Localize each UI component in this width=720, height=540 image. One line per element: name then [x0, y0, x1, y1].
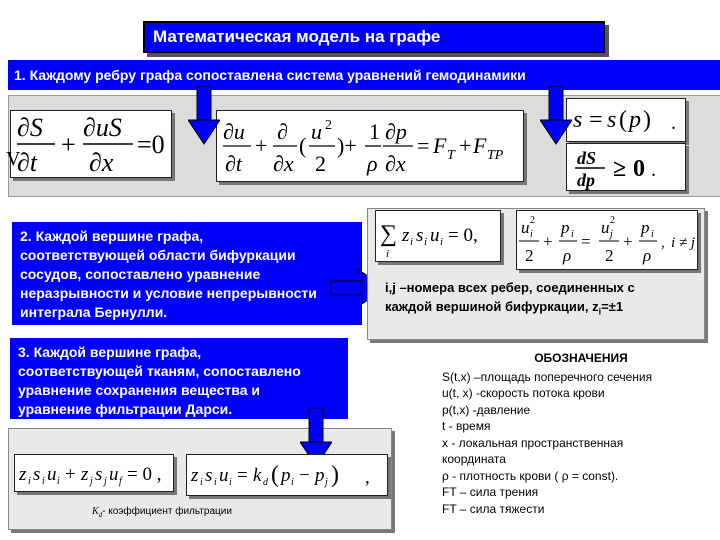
svg-text:=: =	[417, 133, 430, 158]
svg-text:p: p	[641, 218, 650, 237]
state-equation	[566, 98, 686, 142]
svg-text:+: +	[255, 133, 268, 158]
legend-line: FT – сила тяжести	[442, 501, 545, 516]
svg-text:i: i	[424, 236, 428, 248]
svg-text:s: s	[33, 464, 41, 485]
svg-text:j: j	[325, 477, 328, 488]
svg-text:.: .	[671, 112, 676, 134]
svg-text:u: u	[109, 464, 119, 485]
svg-text:dp: dp	[577, 170, 595, 190]
svg-text:,: ,	[365, 467, 370, 488]
svg-text:.: .	[651, 159, 656, 181]
svg-text:j: j	[610, 229, 613, 240]
svg-text:∂x: ∂x	[385, 151, 406, 176]
svg-text:+: +	[543, 232, 553, 251]
arrow-down-icon	[188, 86, 220, 146]
svg-text:2: 2	[525, 246, 534, 265]
svg-text:= 0,: = 0,	[448, 225, 478, 246]
svg-text:): )	[643, 107, 651, 133]
derivative-condition	[566, 143, 686, 191]
svg-text:=: =	[589, 107, 603, 133]
darcy-equation	[186, 454, 388, 496]
svg-text:u: u	[311, 119, 322, 144]
stray-glyph-v: V	[6, 148, 21, 170]
svg-text:∂u: ∂u	[223, 119, 245, 144]
svg-text:f: f	[119, 476, 122, 487]
svg-text:=: =	[581, 232, 591, 251]
svg-text:∂: ∂	[277, 119, 288, 144]
legend-line: p(t,x) -давление	[442, 402, 531, 417]
legend-line: x - локальная пространственная	[442, 435, 624, 450]
svg-text:u: u	[521, 218, 530, 237]
section3-text-box	[10, 338, 348, 419]
section3-line: соответствующей тканям, сопоставлено	[18, 363, 301, 379]
svg-text:∂uS: ∂uS	[83, 113, 122, 142]
svg-text:−: −	[299, 465, 310, 486]
svg-text:i: i	[42, 476, 45, 487]
svg-text:i: i	[651, 229, 654, 240]
svg-text:z: z	[191, 465, 199, 486]
svg-text:u: u	[47, 464, 57, 485]
kd-caption-text: - коэффициент фильтрации	[102, 506, 232, 517]
svg-text:2: 2	[610, 215, 615, 226]
svg-text:∑: ∑	[380, 221, 398, 247]
svg-text:∂p: ∂p	[385, 119, 407, 144]
svg-text:)+: )+	[337, 133, 357, 158]
svg-text:+: +	[459, 133, 472, 158]
svg-text:d: d	[263, 477, 268, 488]
svg-text:i ≠ j: i ≠ j	[671, 235, 696, 251]
svg-text:j: j	[104, 476, 107, 487]
svg-text:s: s	[573, 107, 583, 133]
svg-text:∂t: ∂t	[17, 148, 38, 177]
flow-balance-equation	[375, 210, 501, 262]
svg-text:j: j	[90, 476, 93, 487]
svg-text:dS: dS	[577, 148, 597, 168]
svg-text:z: z	[402, 225, 410, 246]
section3-line: уравнение фильтрации Дарси.	[18, 401, 233, 417]
svg-text:+: +	[61, 130, 76, 159]
mass-conservation-equation	[14, 454, 174, 492]
svg-text:2: 2	[325, 118, 332, 133]
vertex-note: i,j –номера всех ребер, соединенных с каждой вершиной бифуркации, $z_i=\pm 1$	[385, 278, 703, 322]
svg-text:+: +	[623, 232, 633, 251]
svg-text:s: s	[205, 465, 213, 486]
legend-line: t - время	[442, 419, 491, 433]
section2-line: неразрывности и условие непрерывности	[20, 285, 317, 301]
svg-text:p: p	[629, 107, 641, 133]
section1-banner	[8, 60, 720, 90]
svg-text:i: i	[530, 229, 533, 240]
svg-text:T: T	[447, 148, 455, 163]
svg-text:2: 2	[605, 246, 614, 265]
svg-text:=0: =0	[137, 130, 165, 159]
legend-panel	[442, 350, 720, 540]
svg-text:1: 1	[369, 119, 380, 144]
svg-text:i: i	[200, 477, 203, 488]
svg-text:(: (	[299, 133, 307, 158]
svg-text:z: z	[81, 464, 89, 485]
legend-line: FT – сила трения	[442, 485, 539, 499]
svg-text:s: s	[607, 107, 617, 133]
svg-text:ρ: ρ	[563, 246, 572, 265]
section3-line: 3. Каждой вершине графа,	[18, 344, 202, 360]
vertex-note-line: i,j –номера всех ребер, соединенных с	[385, 280, 635, 295]
svg-text:F: F	[433, 133, 447, 158]
arrow-down-icon	[540, 86, 572, 146]
svg-text:i: i	[214, 477, 217, 488]
svg-text:s: s	[416, 225, 424, 246]
svg-text:=: =	[237, 465, 248, 486]
svg-text:u: u	[219, 465, 229, 486]
svg-text:s: s	[95, 464, 103, 485]
svg-text:,: ,	[661, 235, 665, 251]
svg-text:u: u	[430, 225, 440, 246]
svg-text:u: u	[601, 218, 610, 237]
svg-text:p: p	[315, 465, 325, 486]
title-text: Математическая модель на графе	[153, 27, 441, 46]
svg-text:): )	[331, 462, 339, 488]
legend-line: u(t, x) -скорость потока крови	[442, 386, 605, 400]
svg-text:F: F	[473, 133, 487, 158]
section2-text-box	[12, 222, 362, 325]
section2-line: сосудов, сопоставлено уравнение	[20, 266, 261, 282]
svg-text:∂S: ∂S	[17, 113, 43, 142]
svg-text:= 0 ,: = 0 ,	[127, 464, 162, 485]
svg-text:0: 0	[633, 156, 645, 182]
svg-text:i: i	[386, 248, 390, 260]
svg-text:ρ: ρ	[367, 151, 378, 176]
svg-text:i: i	[291, 477, 294, 488]
svg-text:∂x: ∂x	[273, 151, 294, 176]
svg-text:2: 2	[530, 215, 535, 226]
svg-text:+: +	[65, 464, 76, 485]
momentum-equation	[216, 110, 524, 182]
svg-text:(: (	[271, 462, 279, 488]
section1-text: 1. Каждому ребру графа сопоставлена система уравнений гемодинамики	[14, 67, 526, 83]
vertex-note-line: каждой вершиной бифуркации, z	[385, 299, 599, 314]
svg-text:≥: ≥	[613, 156, 627, 182]
legend-line: ρ - плотность крови ( ρ = const).	[442, 468, 619, 483]
svg-text:ρ: ρ	[643, 246, 652, 265]
svg-text:p: p	[561, 218, 570, 237]
svg-text:k: k	[253, 465, 262, 486]
svg-text:p: p	[281, 465, 291, 486]
svg-text:i: i	[440, 236, 444, 248]
section2-line: 2. Каждой вершине графа,	[20, 228, 204, 244]
svg-text:i: i	[571, 229, 574, 240]
section3-line: уравнение сохранения вещества и	[18, 382, 260, 398]
section2-line: интеграла Бернулли.	[20, 304, 168, 320]
svg-text:z: z	[19, 464, 27, 485]
legend-line: S(t,x) –площадь поперечного сечения	[442, 369, 653, 384]
section2-line: соответствующей области бифуркации	[20, 247, 296, 263]
kd-caption: $K_d-$ коэффициент фильтрации	[92, 506, 232, 519]
svg-text:i: i	[229, 477, 232, 488]
svg-text:∂x: ∂x	[89, 148, 114, 177]
svg-text:2: 2	[315, 151, 326, 176]
page-title	[143, 21, 605, 53]
svg-text:TP: TP	[487, 148, 504, 163]
svg-text:i: i	[410, 236, 414, 248]
legend-header: ОБОЗНАЧЕНИЯ	[534, 351, 628, 365]
svg-text:∂t: ∂t	[225, 151, 242, 176]
bernoulli-equation	[516, 210, 698, 270]
legend-line: координата	[442, 452, 506, 466]
stray-glyph-z: z	[356, 266, 361, 277]
svg-text:i: i	[28, 476, 31, 487]
svg-text:i: i	[57, 476, 60, 487]
vertex-note-suffix: =±1	[601, 299, 624, 314]
continuity-equation	[10, 110, 172, 178]
svg-text:(: (	[619, 107, 627, 133]
